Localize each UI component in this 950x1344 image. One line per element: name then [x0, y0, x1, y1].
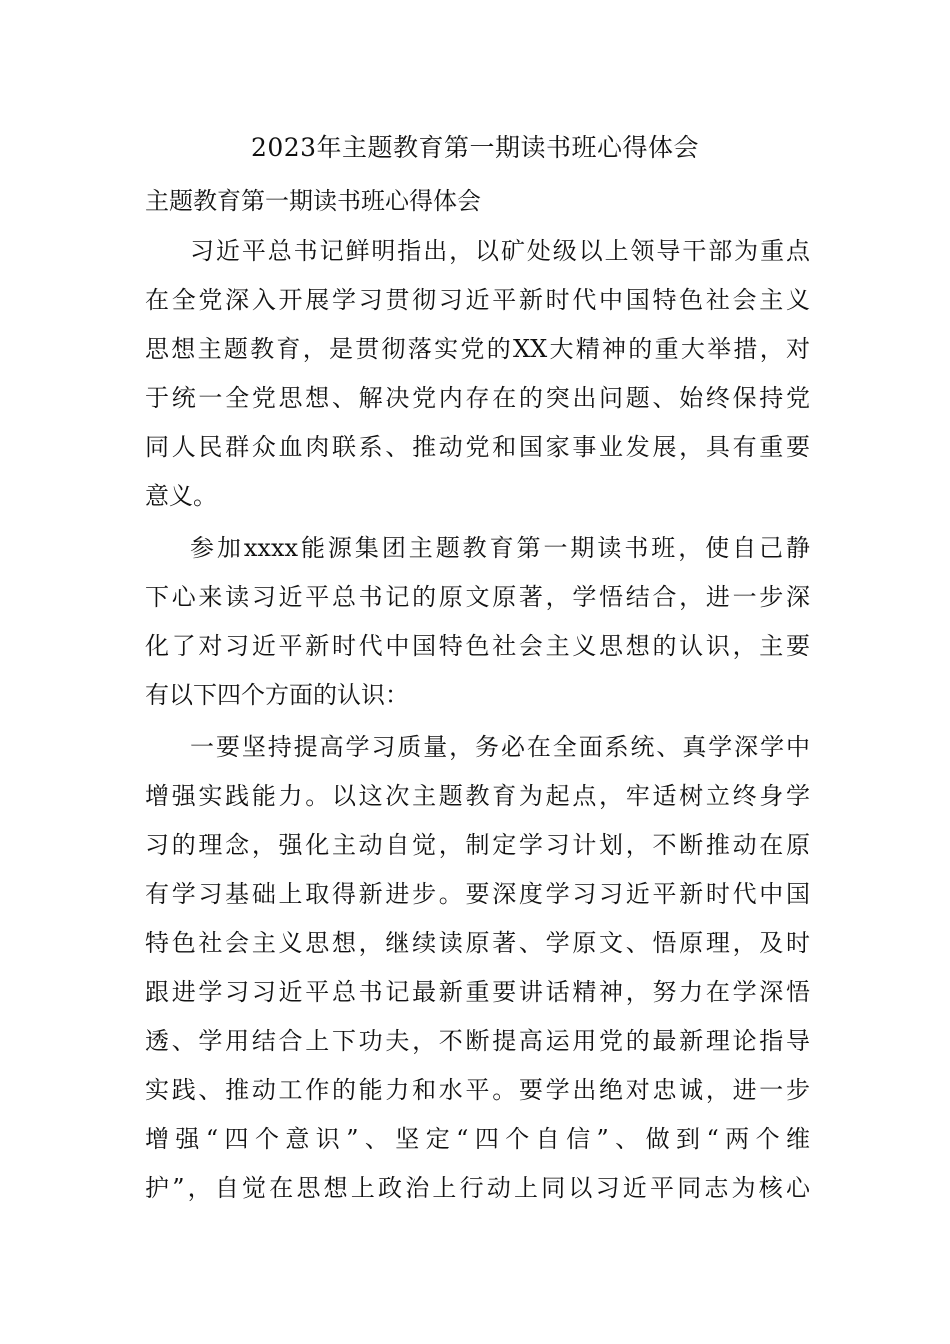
paragraph-line: 习近平总书记鲜明指出，以矿处级以上领导干部为重点	[190, 237, 810, 265]
document-title: 2023年主题教育第一期读书班心得体会	[250, 133, 700, 162]
paragraph-line: 习的理念，强化主动自觉，制定学习计划，不断推动在原	[145, 831, 810, 859]
paragraph-line: 实践、推动工作的能力和水平。要学出绝对忠诚，进一步	[145, 1076, 810, 1104]
paragraph-line: 护”，自觉在思想上政治上行动上同以习近平同志为核心	[145, 1174, 810, 1202]
paragraph-line: 有以下四个方面的认识：	[145, 681, 409, 709]
paragraph-line: 参加xxxx能源集团主题教育第一期读书班，使自己静	[190, 534, 810, 562]
paragraph-line: 有学习基础上取得新进步。要深度学习习近平新时代中国	[145, 880, 810, 908]
paragraph-line: 意义。	[145, 482, 217, 510]
paragraph-line: 同人民群众血肉联系、推动党和国家事业发展，具有重要	[145, 433, 810, 461]
paragraph-line: 透、学用结合上下功夫，不断提高运用党的最新理论指导	[145, 1027, 810, 1055]
paragraph-line: 思想主题教育，是贯彻落实党的XX大精神的重大举措，对	[145, 335, 810, 363]
paragraph-line: 化了对习近平新时代中国特色社会主义思想的认识，主要	[145, 632, 810, 660]
paragraph-line: 特色社会主义思想，继续读原著、学原文、悟原理，及时	[145, 929, 810, 957]
paragraph-line: 在全党深入开展学习贯彻习近平新时代中国特色社会主义	[145, 286, 810, 314]
paragraph-line: 增强实践能力。以这次主题教育为起点，牢适树立终身学	[145, 782, 810, 810]
paragraph-line: 下心来读习近平总书记的原文原著，学悟结合，进一步深	[145, 583, 810, 611]
paragraph-line: 增强“四个意识”、坚定“四个自信”、做到“两个维	[145, 1125, 810, 1153]
paragraph-line: 跟进学习习近平总书记最新重要讲话精神，努力在学深悟	[145, 978, 810, 1006]
paragraph-line: 一要坚持提高学习质量，务必在全面系统、真学深学中	[190, 733, 810, 761]
paragraph-line: 于统一全党思想、解决党内存在的突出问题、始终保持党	[145, 384, 810, 412]
document-subtitle: 主题教育第一期读书班心得体会	[145, 187, 481, 215]
